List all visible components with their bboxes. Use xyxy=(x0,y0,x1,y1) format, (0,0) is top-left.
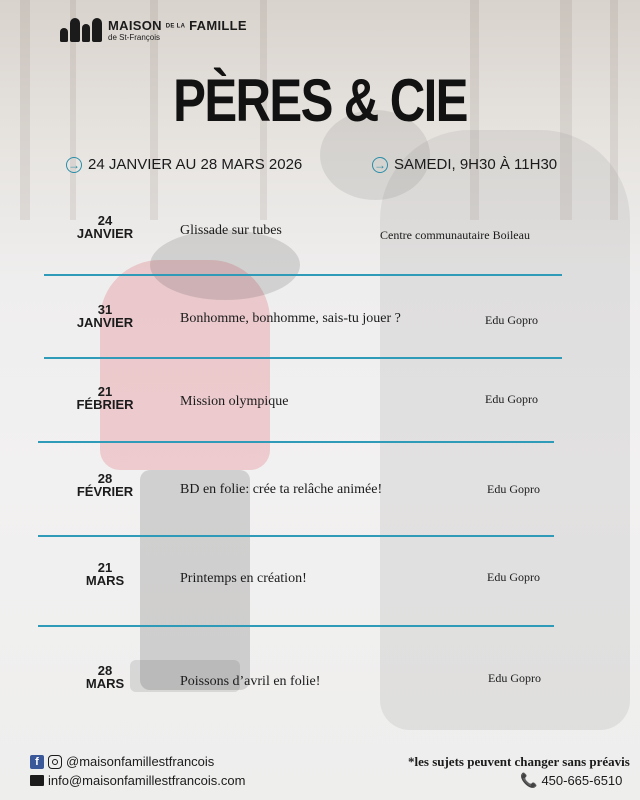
email-text[interactable]: info@maisonfamillestfrancois.com xyxy=(48,773,246,788)
date-range-text: 24 JANVIER AU 28 MARS 2026 xyxy=(88,156,303,173)
row-date xyxy=(60,303,150,329)
logo xyxy=(60,18,247,42)
divider xyxy=(44,357,562,359)
row-location: Edu Gopro xyxy=(487,570,540,584)
divider xyxy=(38,441,554,443)
schedule-text: SAMEDI, 9H30 À 11H30 xyxy=(394,156,558,173)
row-date xyxy=(60,214,150,240)
phone-number[interactable]: 450-665-6510 xyxy=(541,773,623,788)
row-month: MARS xyxy=(85,573,125,588)
row-activity: Mission olympique xyxy=(180,394,289,409)
schedule xyxy=(372,156,557,173)
facebook-icon[interactable]: f xyxy=(30,755,44,769)
row-month: JANVIER xyxy=(76,226,134,241)
row-day: 28 xyxy=(97,471,113,486)
row-day: 21 xyxy=(97,384,113,399)
row-date xyxy=(60,664,150,690)
logo-famille: FAMILLE xyxy=(189,17,247,33)
social-handle[interactable]: @maisonfamillestfrancois xyxy=(66,754,215,769)
divider xyxy=(44,274,562,276)
divider xyxy=(38,535,554,537)
row-activity: BD en folie: crée ta relâche animée! xyxy=(180,482,383,497)
row-month: MARS xyxy=(85,676,125,691)
phone-icon: 📞 xyxy=(520,772,538,788)
row-activity: Poissons d’avril en folie! xyxy=(180,674,321,689)
arrow-right-icon: → xyxy=(68,157,80,172)
row-location: Edu Gopro xyxy=(485,313,538,327)
logo-subtitle: de St-François xyxy=(108,32,161,42)
phone[interactable] xyxy=(520,772,622,789)
row-day: 31 xyxy=(97,302,113,317)
row-location: Edu Gopro xyxy=(488,671,541,685)
page-title: PÈRES & CIE xyxy=(173,67,467,134)
row-activity: Printemps en création! xyxy=(180,571,307,586)
instagram-icon[interactable] xyxy=(48,755,62,769)
row-activity: Bonhomme, bonhomme, sais-tu jouer ? xyxy=(180,311,401,326)
row-day: 21 xyxy=(97,560,113,575)
row-activity: Glissade sur tubes xyxy=(180,223,282,238)
divider xyxy=(38,625,554,627)
row-location: Edu Gopro xyxy=(485,392,538,406)
disclaimer: *les sujets peuvent changer sans préavis xyxy=(408,754,630,769)
row-day: 28 xyxy=(97,663,113,678)
row-date xyxy=(60,561,150,587)
logo-de: DE LA xyxy=(165,23,186,30)
email-link[interactable] xyxy=(30,773,245,788)
row-location: Edu Gopro xyxy=(487,482,540,496)
logo-maison: MAISON xyxy=(108,17,162,33)
row-day: 24 xyxy=(97,213,113,228)
mail-icon xyxy=(30,775,44,786)
row-date xyxy=(60,472,150,498)
date-range xyxy=(66,156,302,173)
social-links[interactable] xyxy=(30,754,214,769)
row-month: JANVIER xyxy=(76,315,134,330)
row-month: FÉVRIER xyxy=(76,484,134,499)
row-month: FÉBRIER xyxy=(76,397,134,412)
arrow-right-icon: → xyxy=(374,157,386,172)
row-date xyxy=(60,385,150,411)
family-logo-icon xyxy=(60,18,102,42)
row-location: Centre communautaire Boileau xyxy=(380,228,530,242)
